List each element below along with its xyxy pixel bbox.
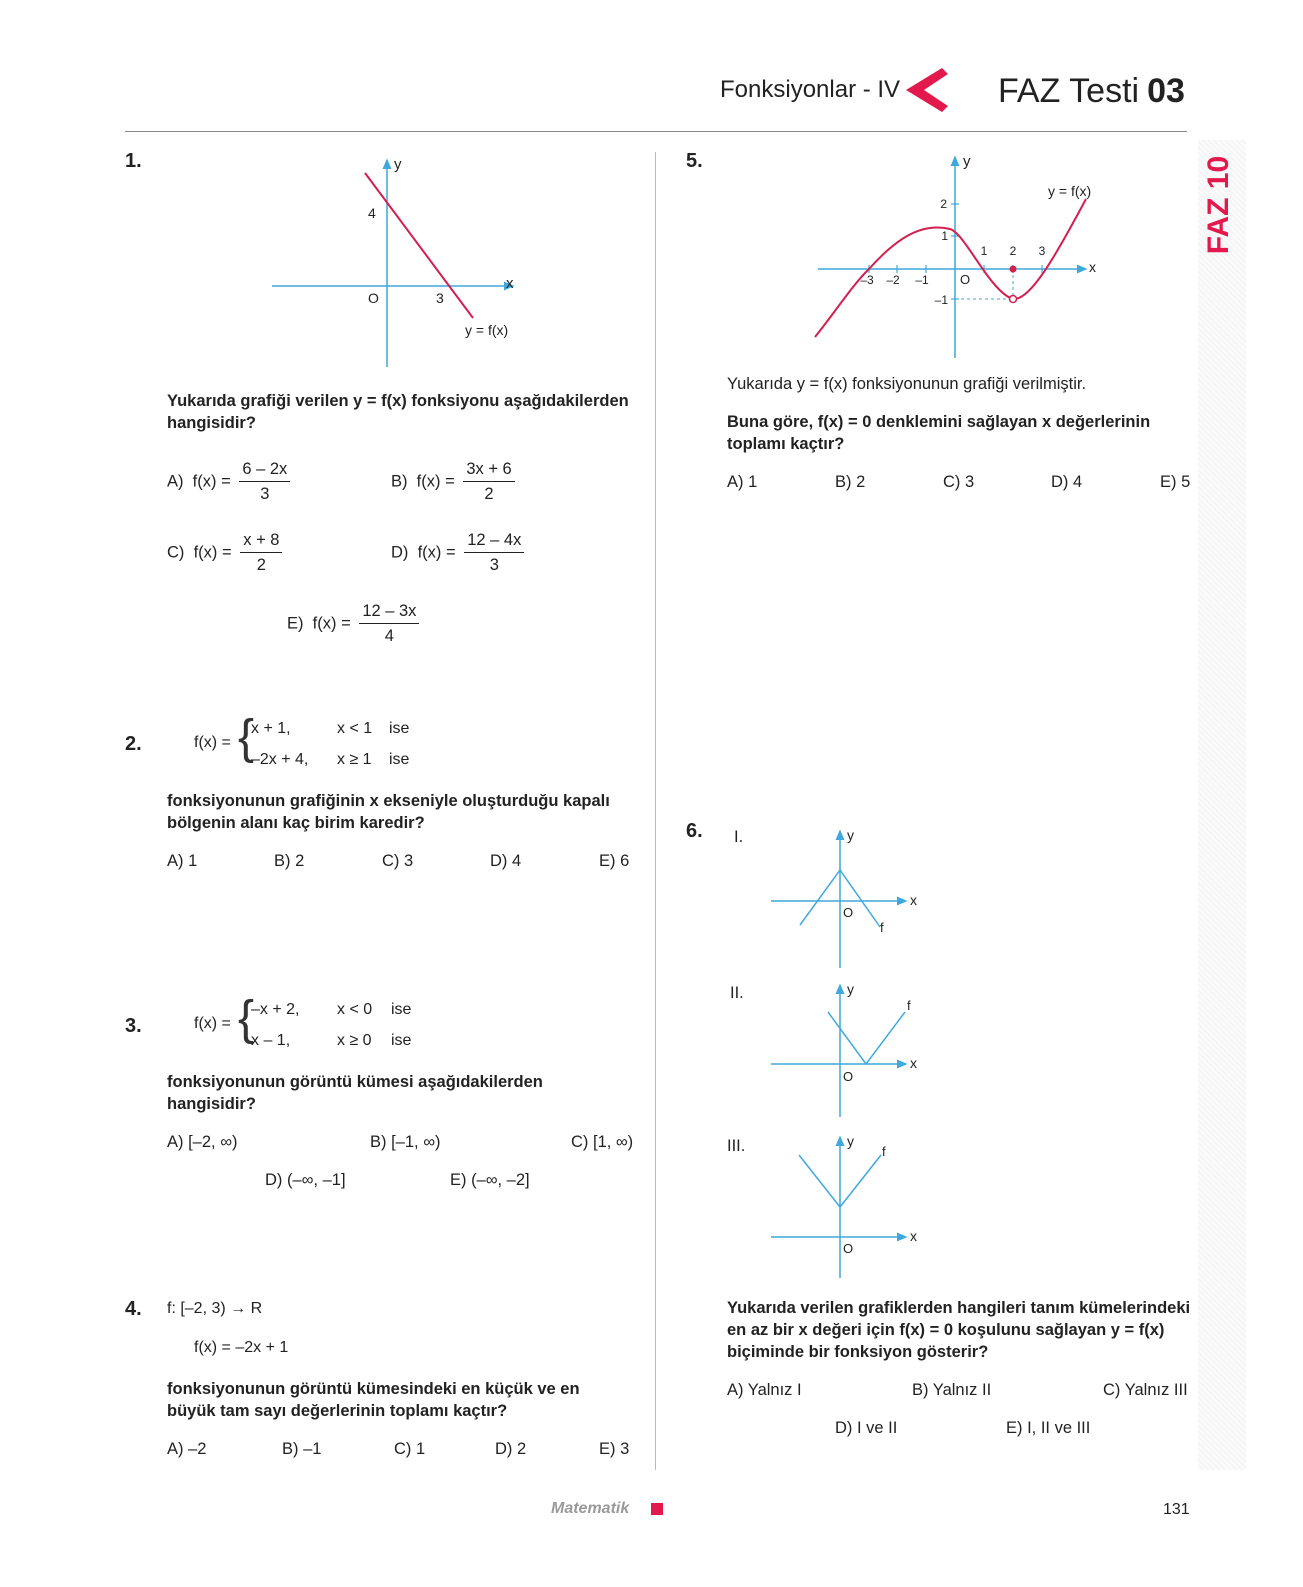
option-b[interactable]: B) Yalnız II [912,1381,992,1399]
option-e[interactable]: E) I, II ve III [1006,1419,1091,1437]
question-text: Buna göre, f(x) = 0 denklemini sağlayan x değerlerinin toplamı kaçtır? [727,413,1151,453]
option-d[interactable]: D) 4 [490,852,522,870]
question-text: Yukarıda verilen grafiklerden hangileri tanım kümelerindeki en az bir x değeri için f(x) = 0 koşulunu sağlayan y = f(x) biçiminde bir fonksiyon gösterir? [727,1299,1191,1361]
option-c[interactable]: C) Yalnız III [1103,1381,1188,1399]
svg-text:3: 3 [1038,244,1046,258]
question-text: fonksiyonunun görüntü kümesi aşağıdakilerden hangisidir? [167,1073,543,1113]
question-number: 1. [125,150,142,172]
option-a[interactable]: A) –2 [167,1440,207,1458]
option-b[interactable]: B) f(x) = $\frac{3x + 6}{2}$ [391,460,515,504]
case-cond: x ≥ 1 [337,751,372,768]
graph-roman: III. [727,1137,746,1155]
side-strip [1198,140,1246,1470]
q6-graph-2 [766,980,926,1120]
q6-graph-1 [766,826,926,971]
option-e[interactable]: E) f(x) = $\frac{12 - 3x}{4}$ [287,602,419,646]
svg-text:y: y [394,156,402,173]
option-c[interactable]: C) [1, ∞) [571,1133,634,1151]
svg-text:x: x [910,1228,917,1244]
case-ise: ise [391,1001,412,1018]
svg-text:–2: –2 [886,273,900,287]
option-d[interactable]: D) 4 [1051,473,1083,491]
footer-subject: Matematik [551,1500,630,1517]
graph-line [365,173,473,318]
case-cond: x ≥ 0 [337,1032,372,1049]
chevron-left-icon [902,66,950,114]
test-number: 03 [1147,72,1185,110]
header-divider [125,131,1187,132]
svg-text:O: O [960,272,971,287]
option-c[interactable]: C) f(x) = $\frac{x + 8}{2}$ [167,531,282,575]
svg-text:–1: –1 [915,273,929,287]
option-a[interactable]: A) 1 [727,473,758,491]
svg-text:2: 2 [1009,244,1017,258]
svg-text:x: x [910,892,917,908]
faz-tab-logo [1202,152,1238,258]
column-divider [655,152,656,1470]
svg-text:y: y [963,153,971,170]
brace: { [238,992,255,1045]
case-expr: x – 1, [251,1032,291,1049]
option-d[interactable]: D) 2 [495,1440,527,1458]
case-ise: ise [389,751,410,768]
option-a[interactable]: A) f(x) = $\frac{6 - 2x}{3}$ [167,460,290,504]
filled-point [1010,266,1017,273]
svg-text:y: y [847,827,854,843]
svg-text:O: O [368,290,379,306]
svg-text:–3: –3 [860,273,874,287]
question-text: fonksiyonunun görüntü kümesindeki en küçük ve en büyük tam sayı değerlerinin toplamı kaçtır? [167,1380,580,1420]
svg-text:1: 1 [941,229,948,243]
svg-text:f: f [882,1144,886,1159]
svg-text:FAZ 10: FAZ 10 [1202,155,1235,255]
page-title [998,72,1185,111]
case-expr: x + 1, [251,720,291,737]
option-b[interactable]: B) [–1, ∞) [370,1133,441,1151]
question-number: 2. [125,733,142,755]
option-b[interactable]: B) 2 [835,473,866,491]
case-ise: ise [391,1032,412,1049]
question-intro: Yukarıda y = f(x) fonksiyonunun grafiği verilmiştir. [727,375,1087,393]
brace: { [238,711,255,764]
header-subject: Fonksiyonlar - IV [720,76,901,103]
svg-text:–1: –1 [934,293,948,307]
graph-roman: II. [730,984,744,1002]
function-domain: f: [–2, 3) → R [167,1300,263,1317]
option-b[interactable]: B) –1 [282,1440,322,1458]
svg-text:y = f(x): y = f(x) [465,322,509,338]
open-point [1010,296,1017,303]
svg-text:x: x [1089,259,1096,275]
test-label: FAZ Testi [998,72,1140,110]
svg-text:f: f [880,920,884,935]
piecewise-lhs: f(x) = [194,1015,231,1032]
q5-graph [805,152,1105,362]
graph-roman: I. [734,828,744,846]
svg-text:2: 2 [940,197,947,211]
svg-text:f: f [907,998,911,1013]
question-number: 5. [686,150,703,172]
piecewise-lhs: f(x) = [194,734,231,751]
svg-text:y = f(x): y = f(x) [1048,183,1092,199]
question-number: 3. [125,1015,142,1037]
svg-text:y: y [847,1133,854,1149]
svg-text:y: y [847,981,854,997]
case-expr: –2x + 4, [251,751,309,768]
svg-text:O: O [843,905,854,920]
page-number: 131 [1163,1501,1190,1518]
option-e[interactable]: E) 3 [599,1440,630,1458]
function-rule: f(x) = –2x + 1 [194,1339,289,1356]
option-d[interactable]: D) I ve II [835,1419,898,1437]
footer-square-icon [651,1503,663,1515]
svg-text:4: 4 [368,205,376,221]
q1-graph [270,155,530,375]
case-cond: x < 1 [337,720,373,737]
graph-curve [815,199,1086,337]
q6-graph-3 [766,1132,926,1280]
case-expr: –x + 2, [251,1001,300,1018]
option-e[interactable]: E) (–∞, –2] [450,1171,530,1189]
svg-text:1: 1 [980,244,988,258]
case-cond: x < 0 [337,1001,373,1018]
option-b[interactable]: B) 2 [274,852,305,870]
option-a[interactable]: A) Yalnız I [727,1381,802,1399]
svg-text:x: x [506,275,514,292]
option-d[interactable]: D) (–∞, –1] [265,1171,346,1189]
svg-text:x: x [910,1055,917,1071]
option-a[interactable]: A) [–2, ∞) [167,1133,238,1151]
option-e[interactable]: E) 5 [1160,473,1191,491]
option-e[interactable]: E) 6 [599,852,630,870]
svg-text:O: O [843,1069,854,1084]
question-number: 4. [125,1298,142,1320]
svg-text:3: 3 [436,290,444,306]
option-a[interactable]: A) 1 [167,852,198,870]
option-c[interactable]: C) 3 [943,473,975,491]
option-d[interactable]: D) f(x) = $\frac{12 - 4x}{3}$ [391,531,524,575]
question-text: fonksiyonunun grafiğinin x ekseniyle oluşturduğu kapalı bölgenin alanı kaç birim karedir? [167,792,610,832]
question-number: 6. [686,820,703,842]
option-c[interactable]: C) 1 [394,1440,426,1458]
svg-text:O: O [843,1241,854,1256]
case-ise: ise [389,720,410,737]
option-c[interactable]: C) 3 [382,852,414,870]
question-text: Yukarıda grafiği verilen y = f(x) fonksiyonu aşağıdakilerden hangisidir? [167,392,629,432]
